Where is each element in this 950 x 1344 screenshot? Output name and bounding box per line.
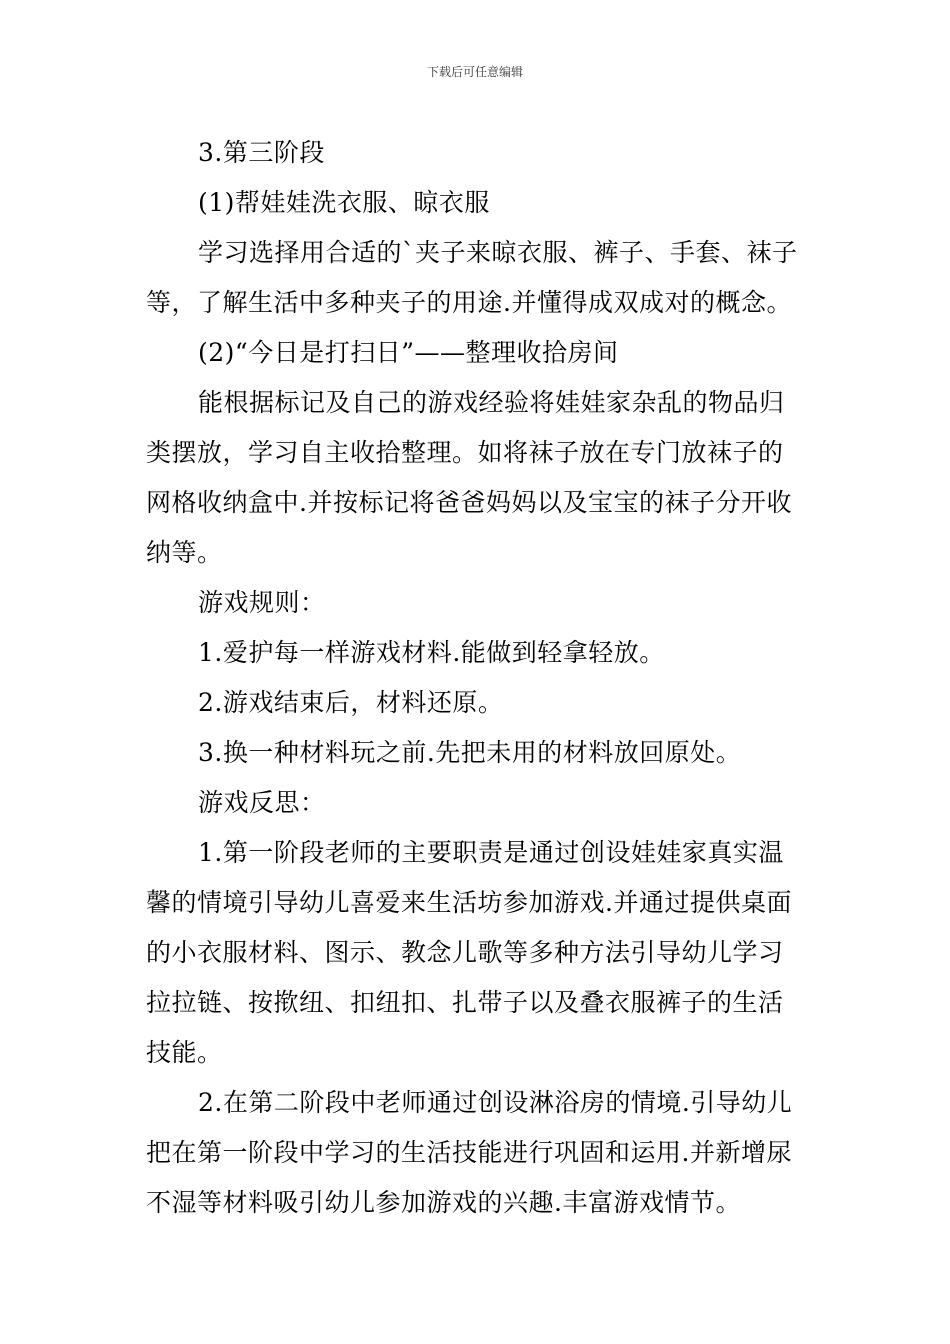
rule-item-3: 3.换一种材料玩之前.先把未用的材料放回原处。: [198, 738, 742, 767]
section-heading-stage-3: 3.第三阶段: [198, 138, 325, 167]
reflection-item-1: 1.第一阶段老师的主要职责是通过创设娃娃家真实温馨的情境引导幼儿喜爱来生活坊参加游戏.并通过提供桌面的小衣服材料、图示、教念儿歌等多种方法引导幼儿学习拉拉链、按揿纽、扣纽扣、扎带子以及叠衣服裤子的生活技能。: [146, 838, 792, 1067]
paragraph-tidy-up: 能根据标记及自己的游戏经验将娃娃家杂乱的物品归类摆放，学习自主收拾整理。如将袜子放在专门放袜子的网格收纳盒中.并按标记将爸爸妈妈以及宝宝的袜子分开收纳等。: [146, 388, 792, 567]
page-header-note: 下载后可任意编辑: [426, 65, 523, 79]
heading-game-reflection: 游戏反思：: [198, 788, 326, 817]
subheading-wash-clothes: (1)帮娃娃洗衣服、晾衣服: [198, 188, 490, 217]
paragraph-clips: 学习选择用合适的`夹子来晾衣服、裤子、手套、袜子等，了解生活中多种夹子的用途.并懂得成双成对的概念。: [146, 238, 798, 317]
heading-game-rules: 游戏规则：: [198, 588, 326, 617]
rule-item-2: 2.游戏结束后，材料还原。: [198, 688, 504, 717]
document-body: [146, 128, 808, 1228]
subheading-cleaning-day: (2)“今日是打扫日”——整理收拾房间: [198, 338, 619, 367]
reflection-item-2: 2.在第二阶段中老师通过创设淋浴房的情境.引导幼儿把在第一阶段中学习的生活技能进行巩固和运用.并新增尿不湿等材料吸引幼儿参加游戏的兴趣.丰富游戏情节。: [146, 1088, 793, 1217]
rule-item-1: 1.爱护每一样游戏材料.能做到轻拿轻放。: [198, 638, 665, 667]
